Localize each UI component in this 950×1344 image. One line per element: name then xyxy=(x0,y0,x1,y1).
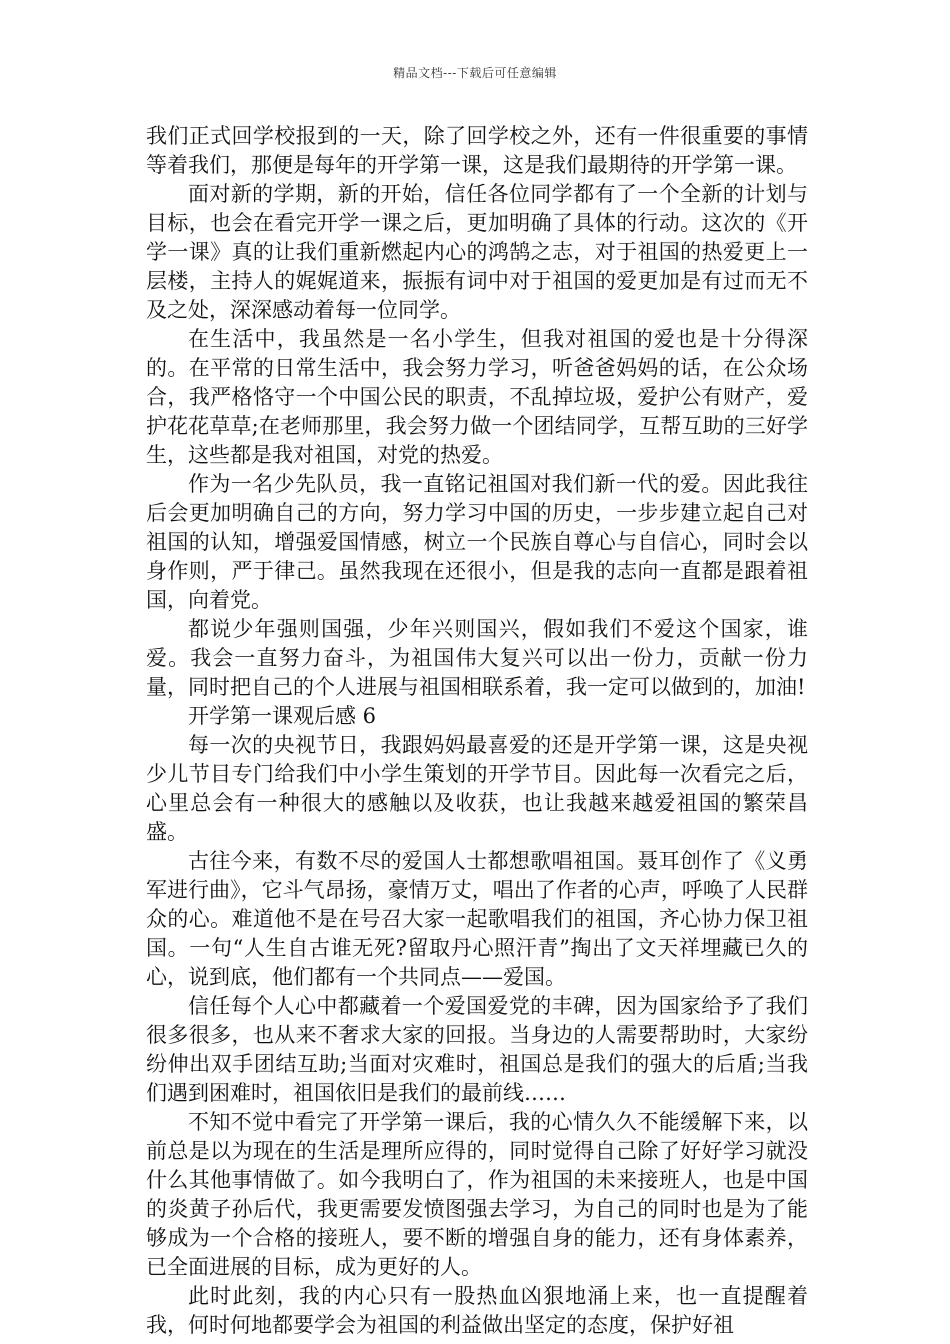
paragraph: 面对新的学期，新的开始，信任各位同学都有了一个全新的计划与目标，也会在看完开学一课之后，更加明确了具体的行动。这次的《开学一课》真的让我们重新燃起内心的鸿鹄之志，对于祖国的热爱更上一层楼，主持人的娓娓道来，振振有词中对于祖国的爱更加是有过而无不及之处，深深感动着每一位同学。 xyxy=(146,182,808,322)
paragraph: 都说少年强则国强，少年兴则国兴，假如我们不爱这个国家，谁爱。我会一直努力奋斗，为祖国伟大复兴可以出一份力，贡献一份力量，同时把自己的个人进展与祖国相联系着，我一定可以做到的，加油! xyxy=(146,617,808,699)
paragraph: 每一次的央视节日，我跟妈妈最喜爱的还是开学第一课，这是央视少儿节目专门给我们中小学生策划的开学节目。因此每一次看完之后，心里总会有一种很大的感触以及收获，也让我越来越爱祖国的繁荣昌盛。 xyxy=(146,733,808,844)
paragraph: 我们正式回学校报到的一天，除了回学校之外，还有一件很重要的事情等着我们，那便是每年的开学第一课，这是我们最期待的开学第一课。 xyxy=(146,124,808,177)
page-header: 精品文档---下载后可任意编辑 xyxy=(393,66,557,80)
paragraph: 此时此刻，我的内心只有一股热血凶狠地涌上来，也一直提醒着我，何时何地都要学会为祖国的利益做出坚定的态度，保护好祖 xyxy=(146,1284,808,1337)
paragraph: 作为一名少先队员，我一直铭记祖国对我们新一代的爱。因此我往后会更加明确自己的方向，努力学习中国的历史，一步步建立起自己对祖国的认知，增强爱国情感，树立一个民族自尊心与自信心，同时会以身作则，严于律己。虽然我现在还很小，但是我的志向一直都是跟着祖国，向着党。 xyxy=(146,472,808,612)
paragraph: 在生活中，我虽然是一名小学生，但我对祖国的爱也是十分得深的。在平常的日常生活中，我会努力学习，听爸爸妈妈的话，在公众场合，我严格恪守一个中国公民的职责，不乱掉垃圾，爱护公有财产，爱护花花草草;在老师那里，我会努力做一个团结同学，互帮互助的三好学生，这些都是我对祖国，对党的热爱。 xyxy=(146,327,808,467)
paragraph: 信任每个人心中都藏着一个爱国爱党的丰碑，因为国家给予了我们很多很多，也从来不奢求大家的回报。当身边的人需要帮助时，大家纷纷伸出双手团结互助;当面对灾难时，祖国总是我们的强大的后盾;当我们遇到困难时，祖国依旧是我们的最前线…… xyxy=(146,994,808,1105)
paragraph: 古往今来，有数不尽的爱国人士都想歌唱祖国。聂耳创作了《义勇军进行曲》，它斗气昂扬，豪情万丈，唱出了作者的心声，呼唤了人民群众的心。难道他不是在号召大家一起歌唱我们的祖国，齐心协力保卫祖国。一句“人生自古谁无死?留取丹心照汗青”掏出了文天祥埋藏已久的心，说到底，他们都有一个共同点——爱国。 xyxy=(146,849,808,989)
document-body xyxy=(146,122,808,1340)
paragraph: 不知不觉中看完了开学第一课后，我的心情久久不能缓解下来，以前总是以为现在的生活是理所应得的，同时觉得自己除了好好学习就没什么其他事情做了。如今我明白了，作为祖国的未来接班人，也是中国的炎黄子孙后代，我更需要发愤图强去学习，为自己的同时也是为了能够成为一个合格的接班人，要不断的增强自身的能力，还有身体素养，已全面进展的目标，成为更好的人。 xyxy=(146,1110,808,1279)
section-title: 开学第一课观后感 6 xyxy=(188,704,377,728)
